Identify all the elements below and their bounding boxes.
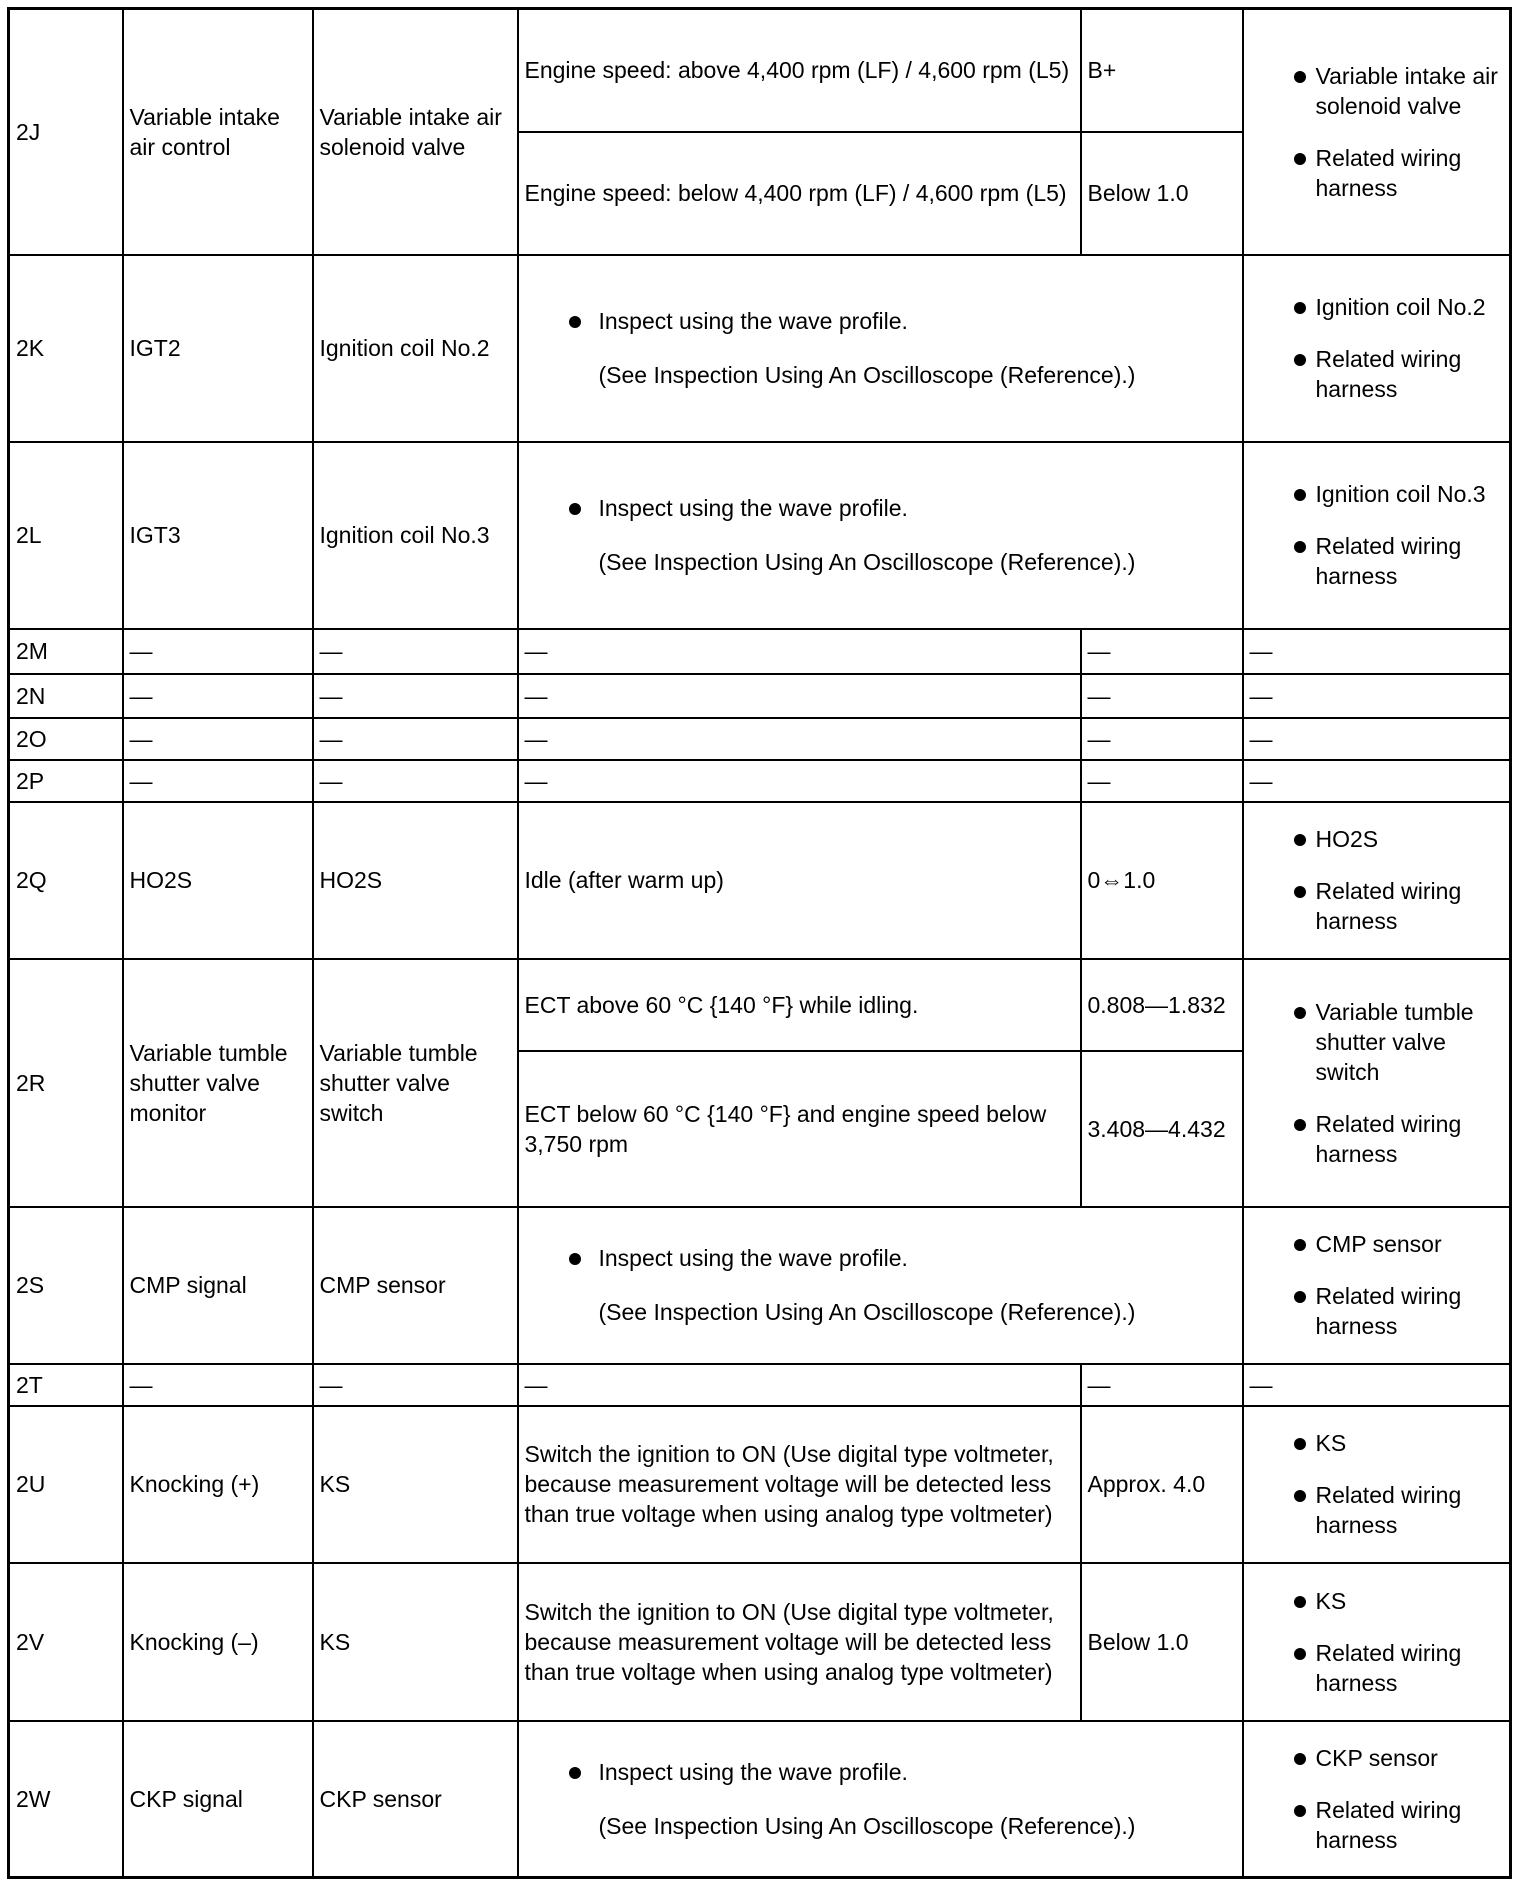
signal-cell: Variable tumble shutter valve monitor [123, 959, 313, 1207]
oscilloscope-reference-note: (See Inspection Using An Oscilloscope (Reference).) [598, 1812, 1136, 1839]
connected-to-cell: Variable intake air solenoid valve [313, 9, 518, 255]
voltage-cell: B+ [1081, 9, 1243, 132]
cause-item: Related wiring harness [1250, 143, 1504, 203]
cause-item: Related wiring harness [1250, 876, 1504, 936]
cause-item: Related wiring harness [1250, 1795, 1504, 1855]
table-row [9, 442, 1511, 629]
oscilloscope-reference-note: (See Inspection Using An Oscilloscope (Reference).) [598, 1299, 1136, 1325]
possible-cause-cell: — [1243, 760, 1511, 802]
connected-to-cell: Ignition coil No.2 [313, 255, 518, 442]
terminal-cell: 2M [9, 629, 123, 674]
voltage-cell: — [1081, 718, 1243, 760]
signal-cell: HO2S [123, 802, 313, 959]
terminal-cell: 2J [9, 9, 123, 255]
wave-bullet: Inspect using the wave profile. [559, 306, 1236, 336]
possible-cause-cell [1243, 1563, 1511, 1721]
possible-cause-cell [1243, 1406, 1511, 1563]
voltage-cell: — [1081, 1364, 1243, 1406]
voltage-cell: — [1081, 674, 1243, 718]
condition-cell: Engine speed: below 4,400 rpm (LF) / 4,600 rpm (L5) [518, 132, 1081, 255]
connected-to-cell: CKP sensor [313, 1721, 518, 1878]
terminal-voltage-table [7, 7, 1512, 1879]
terminal-cell: 2Q [9, 802, 123, 959]
possible-cause-cell [1243, 959, 1511, 1207]
wave-bullet: Inspect using the wave profile. [559, 493, 1236, 523]
wave-profile-cell [518, 442, 1243, 629]
cause-item: KS [1250, 1586, 1504, 1616]
wave-profile-cell [518, 1207, 1243, 1364]
signal-cell: Knocking (–) [123, 1563, 313, 1721]
condition-cell: — [518, 1364, 1081, 1406]
condition-cell: — [518, 629, 1081, 674]
wave-profile-cell [518, 255, 1243, 442]
signal-cell: — [123, 760, 313, 802]
connected-to-cell: HO2S [313, 802, 518, 959]
connected-to-cell: — [313, 718, 518, 760]
terminal-cell: 2R [9, 959, 123, 1207]
terminal-cell: 2W [9, 1721, 123, 1878]
condition-cell: ECT above 60 °C {140 °F} while idling. [518, 959, 1081, 1051]
signal-cell: — [123, 1364, 313, 1406]
signal-cell: CKP signal [123, 1721, 313, 1878]
possible-cause-cell: — [1243, 629, 1511, 674]
cause-item: CMP sensor [1250, 1229, 1504, 1259]
possible-cause-cell [1243, 442, 1511, 629]
table-row [9, 1721, 1511, 1878]
voltage-cell: 0.808—1.832 [1081, 959, 1243, 1051]
table-row [9, 1207, 1511, 1364]
table-row [9, 9, 1511, 132]
connected-to-cell: KS [313, 1563, 518, 1721]
connected-to-cell: Ignition coil No.3 [313, 442, 518, 629]
table-row [9, 718, 1511, 760]
condition-cell: Switch the ignition to ON (Use digital type voltmeter, because measurement voltage will be detected less than true voltage when using analog type voltmeter) [518, 1406, 1081, 1563]
cause-item: Related wiring harness [1250, 344, 1504, 404]
cause-item: Variable intake air solenoid valve [1250, 61, 1504, 121]
terminal-cell: 2O [9, 718, 123, 760]
terminal-cell: 2S [9, 1207, 123, 1364]
connected-to-cell: — [313, 1364, 518, 1406]
condition-cell: Engine speed: above 4,400 rpm (LF) / 4,600 rpm (L5) [518, 9, 1081, 132]
cause-item: Ignition coil No.3 [1250, 479, 1504, 509]
terminal-cell: 2V [9, 1563, 123, 1721]
cause-item: CKP sensor [1250, 1743, 1504, 1773]
cause-item: Related wiring harness [1250, 1281, 1504, 1341]
cause-item: Related wiring harness [1250, 1480, 1504, 1540]
oscilloscope-reference-note: (See Inspection Using An Oscilloscope (Reference).) [598, 549, 1136, 575]
cause-item: Related wiring harness [1250, 531, 1504, 591]
condition-cell: Switch the ignition to ON (Use digital type voltmeter, because measurement voltage will be detected less than true voltage when using analog type voltmeter) [518, 1563, 1081, 1721]
wave-profile-cell [518, 1721, 1243, 1878]
possible-cause-cell [1243, 1207, 1511, 1364]
signal-cell: — [123, 674, 313, 718]
terminal-cell: 2L [9, 442, 123, 629]
condition-cell: — [518, 718, 1081, 760]
table-row [9, 629, 1511, 674]
terminal-cell: 2T [9, 1364, 123, 1406]
cause-item: KS [1250, 1428, 1504, 1458]
terminal-cell: 2U [9, 1406, 123, 1563]
possible-cause-cell [1243, 255, 1511, 442]
terminal-cell: 2K [9, 255, 123, 442]
voltage-cell: 0⇔1.0 [1081, 802, 1243, 959]
wave-bullet: Inspect using the wave profile. [559, 1243, 1236, 1273]
signal-cell: CMP signal [123, 1207, 313, 1364]
voltage-cell: Below 1.0 [1081, 1563, 1243, 1721]
table-row [9, 1563, 1511, 1721]
connected-to-cell: — [313, 760, 518, 802]
table-row [9, 802, 1511, 959]
cause-item: Related wiring harness [1250, 1109, 1504, 1169]
table-row [9, 1406, 1511, 1563]
condition-cell: — [518, 760, 1081, 802]
possible-cause-cell: — [1243, 1364, 1511, 1406]
connected-to-cell: CMP sensor [313, 1207, 518, 1364]
table-row [9, 674, 1511, 718]
cause-item: Variable tumble shutter valve switch [1250, 997, 1504, 1087]
wave-bullet: Inspect using the wave profile. [559, 1757, 1236, 1787]
terminal-cell: 2N [9, 674, 123, 718]
table-row [9, 1364, 1511, 1406]
voltage-cell: — [1081, 629, 1243, 674]
signal-cell: Knocking (+) [123, 1406, 313, 1563]
connected-to-cell: — [313, 674, 518, 718]
terminal-voltage-table-page [7, 7, 1509, 1879]
possible-cause-cell: — [1243, 718, 1511, 760]
possible-cause-cell [1243, 9, 1511, 255]
terminal-cell: 2P [9, 760, 123, 802]
condition-cell: Idle (after warm up) [518, 802, 1081, 959]
connected-to-cell: KS [313, 1406, 518, 1563]
connected-to-cell: Variable tumble shutter valve switch [313, 959, 518, 1207]
possible-cause-cell [1243, 1721, 1511, 1878]
signal-cell: — [123, 629, 313, 674]
connected-to-cell: — [313, 629, 518, 674]
possible-cause-cell: — [1243, 674, 1511, 718]
signal-cell: — [123, 718, 313, 760]
cause-item: Related wiring harness [1250, 1638, 1504, 1698]
condition-cell: — [518, 674, 1081, 718]
table-row [9, 255, 1511, 442]
signal-cell: IGT2 [123, 255, 313, 442]
voltage-cell: — [1081, 760, 1243, 802]
voltage-cell: Approx. 4.0 [1081, 1406, 1243, 1563]
possible-cause-cell [1243, 802, 1511, 959]
oscilloscope-reference-note: (See Inspection Using An Oscilloscope (Reference).) [598, 362, 1136, 388]
signal-cell: Variable intake air control [123, 9, 313, 255]
voltage-cell: Below 1.0 [1081, 132, 1243, 255]
signal-cell: IGT3 [123, 442, 313, 629]
cause-item: HO2S [1250, 824, 1504, 854]
voltage-cell: 3.408—4.432 [1081, 1051, 1243, 1207]
table-row [9, 959, 1511, 1051]
cause-item: Ignition coil No.2 [1250, 292, 1504, 322]
table-row [9, 760, 1511, 802]
condition-cell: ECT below 60 °C {140 °F} and engine speed below 3,750 rpm [518, 1051, 1081, 1207]
